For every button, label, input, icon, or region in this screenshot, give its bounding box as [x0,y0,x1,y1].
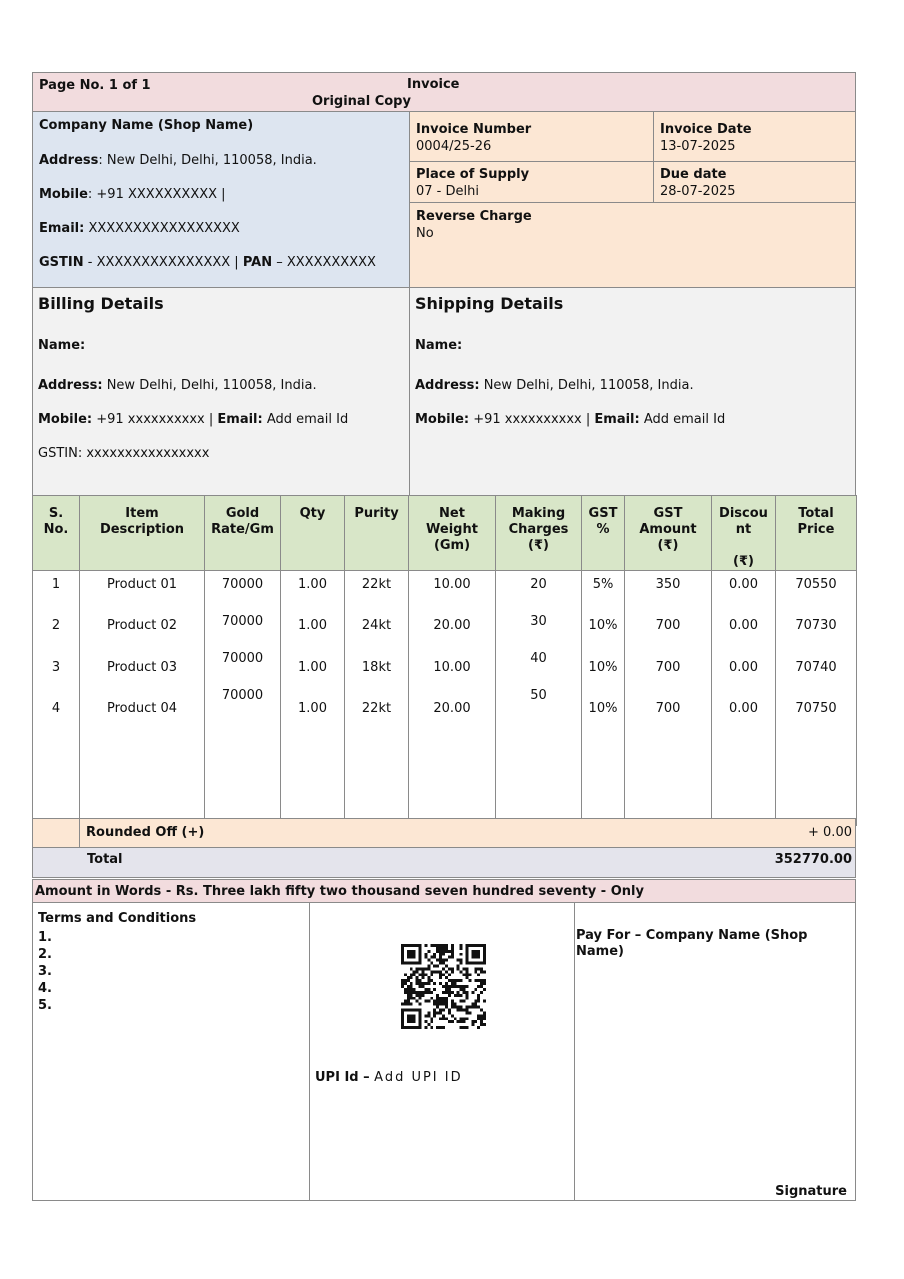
shipping-heading: Shipping Details [415,294,564,313]
column-desc [80,571,205,826]
invoice-number-label: Invoice Number [416,122,532,137]
cell-discount: 0.00 [729,660,758,675]
invoice-date-value: 13-07-2025 [660,139,736,154]
column-header [776,496,857,571]
shipping-details [409,287,856,496]
signature-label: Signature [775,1184,847,1199]
column-purity [345,571,409,826]
company-gstin-pan: GSTIN - XXXXXXXXXXXXXXX | PAN – XXXXXXXXXX [39,255,376,270]
column-header-line: (₹) [733,554,754,569]
cell-purity: 18kt [361,660,392,675]
column-header-line: Making [511,506,566,521]
column-total [776,571,857,826]
items-table [32,495,857,826]
cell-discount: 0.00 [729,701,758,716]
column-header [496,496,582,571]
cell-purity: 22kt [361,701,392,716]
rounded-off-label: Rounded Off (+) [86,825,205,840]
cell-gst_amt: 700 [655,701,681,716]
cell-qty: 1.00 [298,660,327,675]
pay-for-label: Pay For – Company Name (Shop Name) [576,928,808,959]
column-header-line: Price [797,522,835,537]
cell-gst_pct: 10% [588,618,618,633]
cell-total: 70550 [795,577,837,592]
terms-section [32,902,310,1201]
cell-desc: Product 04 [106,701,178,716]
cell-sno: 2 [51,618,61,633]
invoice-date-cell [653,111,856,162]
cell-purity: 22kt [361,577,392,592]
column-header-line: Net [439,506,465,521]
place-of-supply-label: Place of Supply [416,167,530,182]
cell-weight: 10.00 [433,577,471,592]
column-header-line: (₹) [528,538,549,553]
upi-id: UPI Id – Add UPI ID [315,1070,463,1085]
cell-gst_pct: 10% [588,701,618,716]
column-header [80,496,205,571]
reverse-charge-cell [409,202,856,288]
column-header-line: GST [588,506,618,521]
column-header-line: Discou [719,506,768,521]
column-rate [205,571,281,826]
billing-details [32,287,410,496]
column-header [409,496,496,571]
column-header-line: Purity [354,506,399,521]
column-header-line: Qty [299,506,326,521]
reverse-charge-value: No [416,226,434,241]
pay-for-section [574,902,856,1201]
column-header [625,496,712,571]
total-value: 352770.00 [774,852,852,867]
cell-gst_amt: 700 [655,660,681,675]
cell-sno: 3 [51,660,61,675]
column-header-line: Rate/Gm [211,522,274,537]
table-header-row [33,496,857,571]
billing-heading: Billing Details [38,294,164,313]
cell-gst_pct: 5% [592,577,614,592]
terms-item: 2. [38,947,52,962]
cell-discount: 0.00 [729,577,758,592]
amount-in-words: Amount in Words - Rs. Three lakh fifty two thousand seven hundred seventy - Only [35,884,644,899]
column-header-line: No. [43,522,69,537]
invoice-header [32,72,856,112]
place-of-supply-cell [409,161,654,203]
column-sno [33,571,80,826]
cell-sno: 4 [51,701,61,716]
reverse-charge-label: Reverse Charge [416,209,532,224]
column-gst_amt [625,571,712,826]
column-header [582,496,625,571]
company-details [32,111,410,288]
column-header [712,496,776,571]
column-header [345,496,409,571]
terms-item: 1. [38,930,52,945]
cell-qty: 1.00 [298,618,327,633]
shipping-address: Address: New Delhi, Delhi, 110058, India. [415,378,694,393]
cell-desc: Product 02 [106,618,178,633]
cell-qty: 1.00 [298,701,327,716]
shipping-name-label: Name: [415,338,463,353]
column-header-line: (Gm) [433,538,471,553]
total-label: Total [87,852,123,867]
column-header-line: S. [48,506,64,521]
cell-gst_amt: 700 [655,618,681,633]
cell-total: 70740 [795,660,837,675]
cell-desc: Product 01 [106,577,178,592]
invoice-number-value: 0004/25-26 [416,139,492,154]
terms-list [38,929,52,1014]
invoice-title: Invoice [407,77,460,92]
column-header-line: Charges [508,522,569,537]
cell-gst_pct: 10% [588,660,618,675]
terms-item: 4. [38,981,52,996]
column-header-line: Item [125,506,159,521]
column-header-line: Weight [426,522,478,537]
column-header-line: Gold [225,506,260,521]
cell-weight: 20.00 [433,701,471,716]
cell-gst_amt: 350 [655,577,681,592]
company-name: Company Name (Shop Name) [39,118,254,133]
cell-rate: 70000 [221,614,264,629]
cell-making: 50 [530,688,547,703]
column-header-line: Description [99,522,185,537]
cell-total: 70750 [795,701,837,716]
cell-weight: 10.00 [433,660,471,675]
page-number: Page No. 1 of 1 [39,78,151,93]
cell-making: 30 [530,614,547,629]
table-body [33,571,857,826]
place-of-supply-value: 07 - Delhi [416,184,479,199]
copy-type: Original Copy [312,94,411,109]
column-header-line: Amount [639,522,697,537]
shipping-contact: Mobile: +91 xxxxxxxxxx | Email: Add email Id [415,412,726,427]
cell-total: 70730 [795,618,837,633]
terms-heading: Terms and Conditions [38,911,197,926]
cell-making: 20 [530,577,547,592]
column-weight [409,571,496,826]
company-address: Address: New Delhi, Delhi, 110058, India. [39,153,317,168]
due-date-value: 28-07-2025 [660,184,736,199]
column-discount [712,571,776,826]
cell-purity: 24kt [361,618,392,633]
rounded-off-gap [79,819,80,847]
company-email: Email: XXXXXXXXXXXXXXXXX [39,221,240,236]
billing-contact: Mobile: +91 xxxxxxxxxx | Email: Add email Id [38,412,349,427]
column-header [281,496,345,571]
terms-item: 5. [38,998,52,1013]
cell-rate: 70000 [221,688,264,703]
billing-gstin: GSTIN: xxxxxxxxxxxxxxxx [38,446,210,461]
cell-rate: 70000 [221,577,264,592]
rounded-off-value: + 0.00 [808,825,852,840]
column-making [496,571,582,826]
column-header [205,496,281,571]
company-mobile: Mobile: +91 XXXXXXXXXX | [39,187,226,202]
cell-sno: 1 [51,577,61,592]
column-header [33,496,80,571]
cell-discount: 0.00 [729,618,758,633]
upi-qr-code [401,944,486,1029]
column-header-line: nt [735,522,752,537]
invoice-date-label: Invoice Date [660,122,752,137]
column-header-line: Total [798,506,834,521]
cell-weight: 20.00 [433,618,471,633]
cell-rate: 70000 [221,651,264,666]
column-header-line: (₹) [657,538,679,553]
billing-address: Address: New Delhi, Delhi, 110058, India. [38,378,317,393]
column-header-line: GST [653,506,683,521]
billing-name-label: Name: [38,338,86,353]
invoice-number-cell [409,111,654,162]
cell-qty: 1.00 [298,577,327,592]
amount-in-words-row [32,879,856,903]
column-qty [281,571,345,826]
column-header-line: % [596,522,610,537]
cell-desc: Product 03 [106,660,178,675]
rounded-off-row [32,818,856,848]
due-date-cell [653,161,856,203]
column-gst_pct [582,571,625,826]
total-row [32,847,856,878]
due-date-label: Due date [660,167,727,182]
column-header-line [713,538,774,554]
cell-making: 40 [530,651,547,666]
terms-item: 3. [38,964,52,979]
